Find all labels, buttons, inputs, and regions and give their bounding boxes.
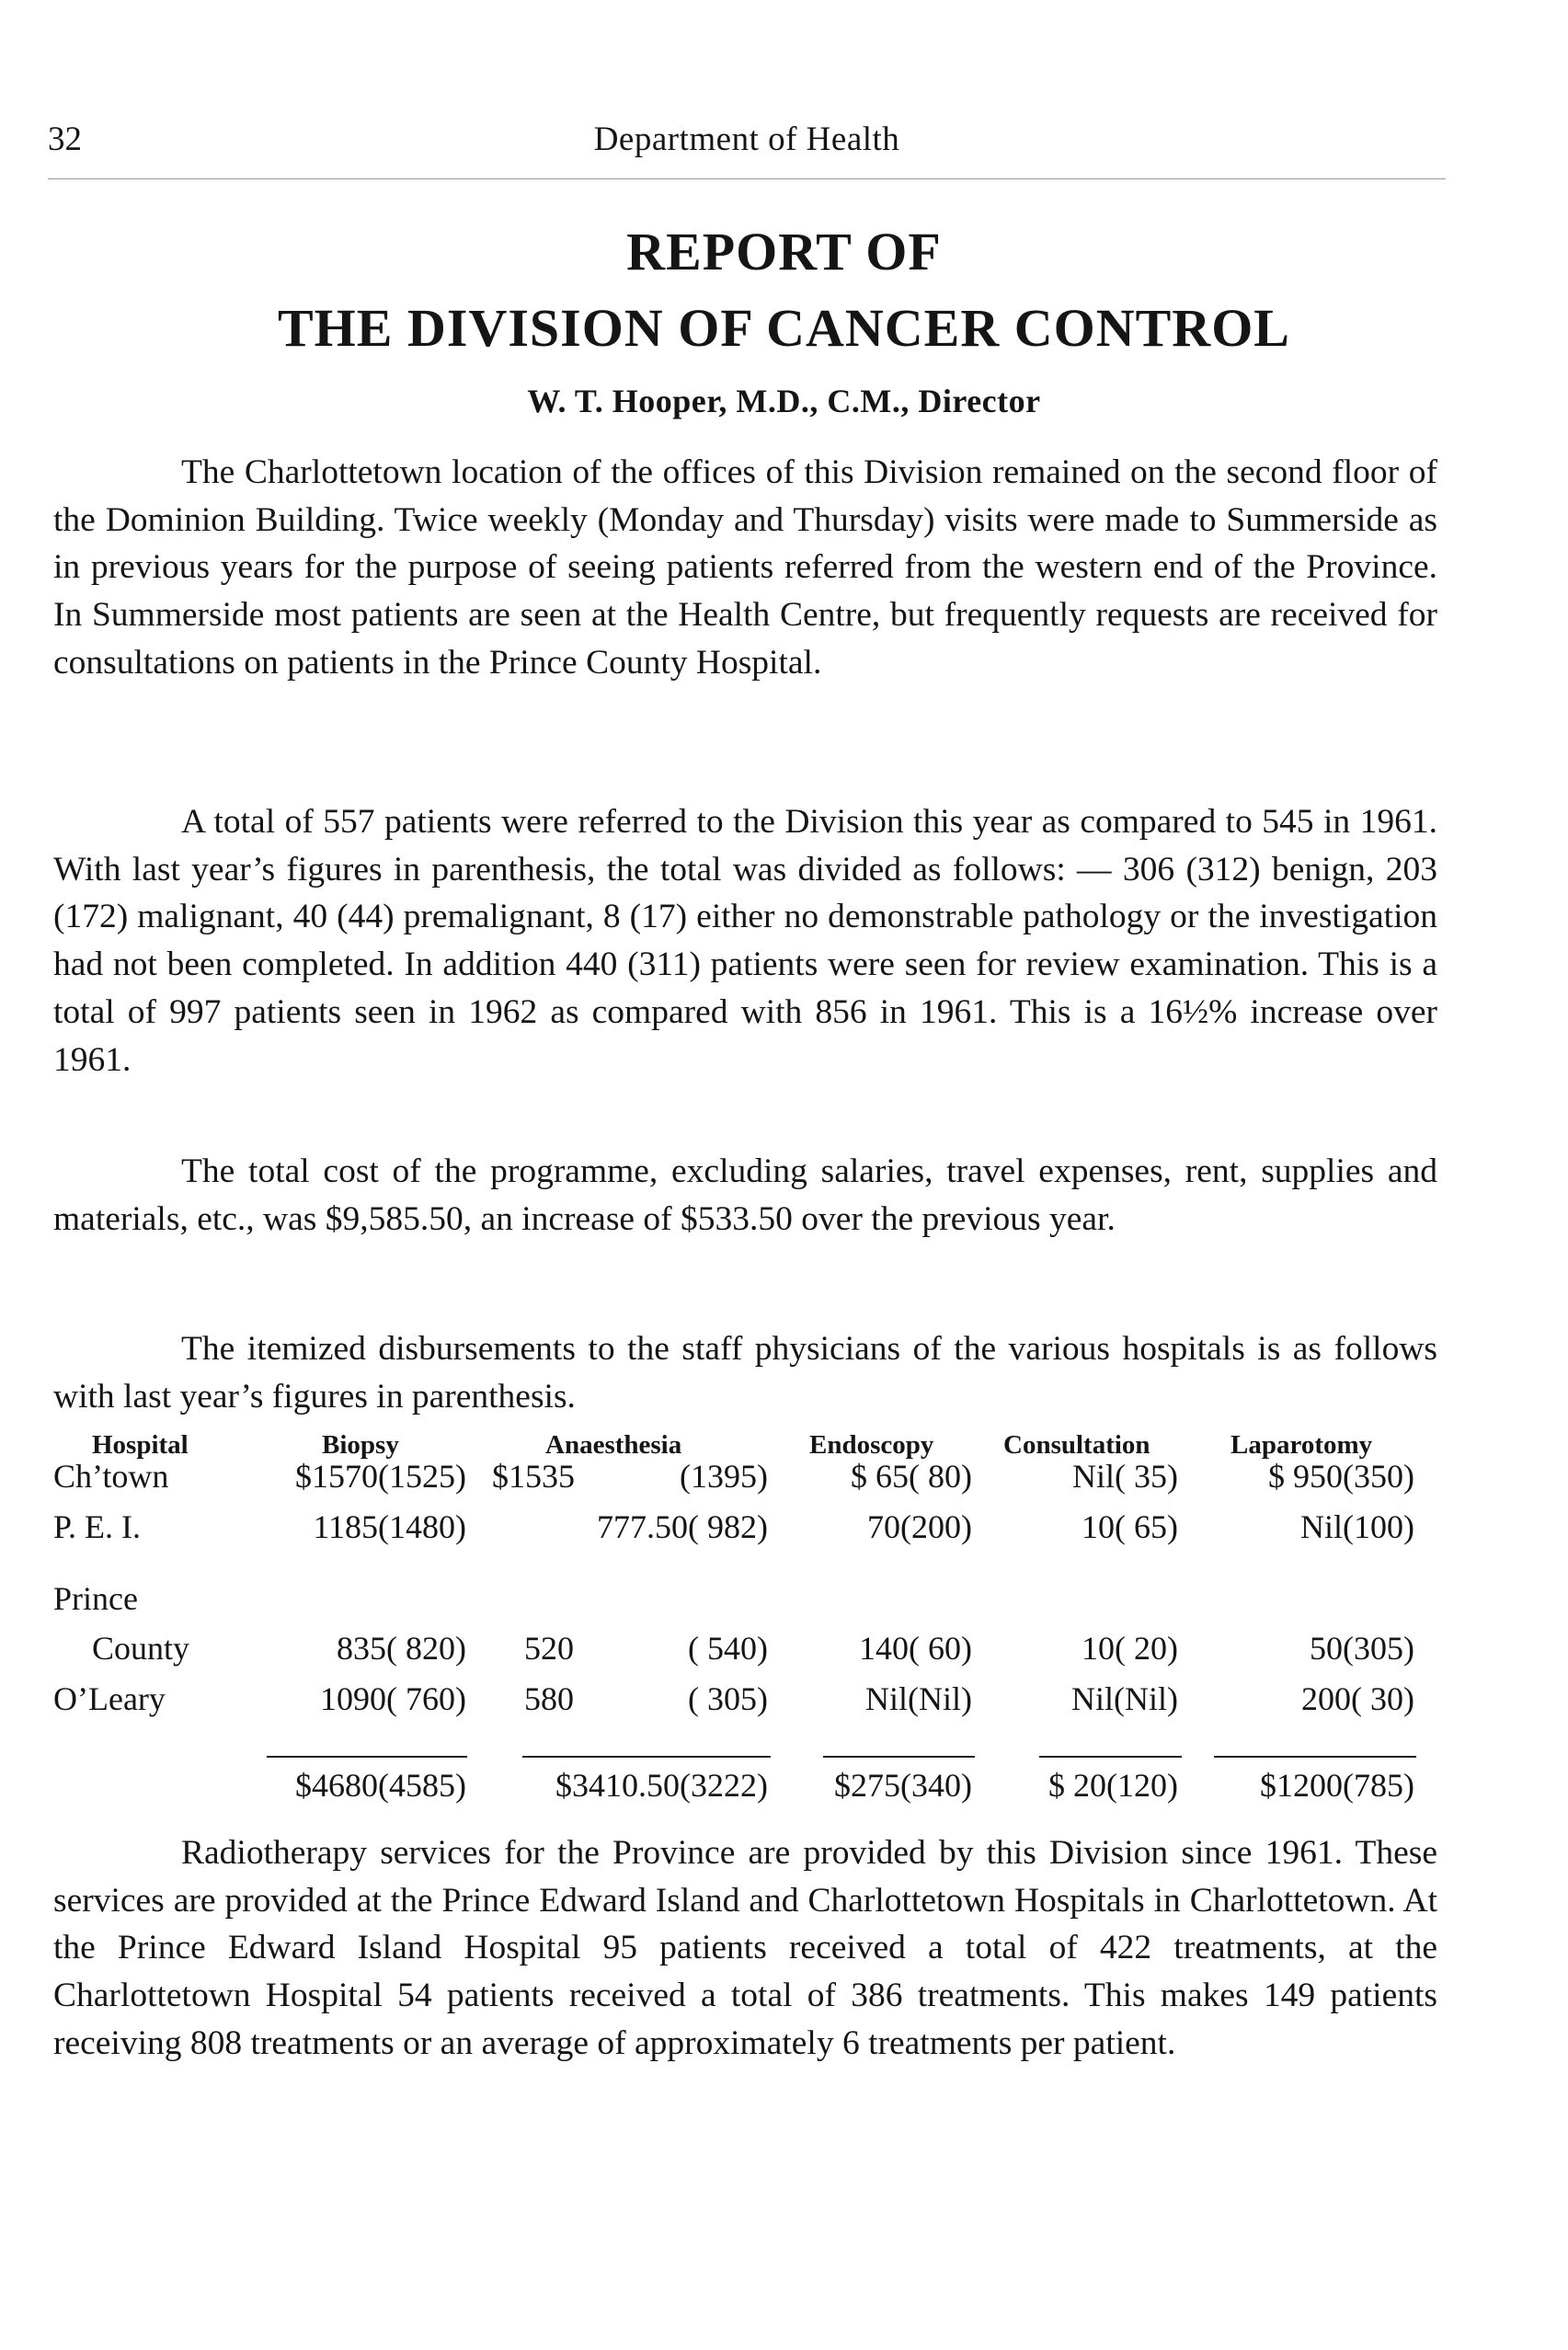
header-anaesthesia: Anaesthesia	[545, 1430, 682, 1460]
row-county-biopsy: 835( 820)	[337, 1630, 466, 1667]
header-endoscopy: Endoscopy	[809, 1430, 934, 1460]
paragraph-radiotherapy: Radiotherapy services for the Province are provided by this Division since 1961. These services are provided at the Prince Edward Island and Charlottetown Hospitals in Charlottetown. At the Prince Edward Island Hospital 95 patients received a total of 422 treatments, at the Charlottetown Hospital 54 patients received a total of 386 treatments. This makes 149 patients receiving 808 treatments or an average of approximately 6 treatments per patient.	[53, 1834, 1437, 2062]
row-oleary-laparotomy: 200( 30)	[1301, 1680, 1414, 1717]
row-chtown-anaesthesia-prev: (1395)	[680, 1458, 768, 1495]
total-rule-endoscopy	[823, 1756, 975, 1758]
total-rule-biopsy	[267, 1756, 467, 1758]
row-county-endoscopy: 140( 60)	[859, 1630, 972, 1667]
row-pei-endoscopy: 70(200)	[867, 1508, 972, 1545]
paragraph-disbursements: The itemized disbursements to the staff physicians of the various hospitals is as follows with last year’s figures in parenthesis.	[53, 1330, 1437, 1416]
row-county-hospital: County	[92, 1630, 190, 1667]
report-title-line2: THE DIVISION OF CANCER CONTROL	[278, 298, 1290, 358]
row-oleary-anaesthesia: 580	[524, 1680, 574, 1717]
total-rule-laparotomy	[1214, 1756, 1416, 1758]
header-biopsy: Biopsy	[322, 1430, 399, 1460]
total-rule-consultation	[1039, 1756, 1182, 1758]
header-hospital: Hospital	[92, 1430, 189, 1460]
paragraph-offices: The Charlottetown location of the offices of this Division remained on the second floor of the Dominion Building. Twice weekly (Monday and Thursday) visits were made to Summerside as in previous years for the purpose of seeing patients referred from the western end of the Province. In Summerside most patients are seen at the Health Centre, but frequently requests are received for consultations on patients in the Prince County Hospital.	[53, 453, 1437, 682]
row-oleary-endoscopy: Nil(Nil)	[865, 1680, 972, 1717]
total-endoscopy: $275(340)	[834, 1767, 972, 1804]
row-pei-laparotomy: Nil(100)	[1300, 1508, 1414, 1545]
total-biopsy: $4680(4585)	[295, 1767, 466, 1804]
row-pei-consultation: 10( 65)	[1082, 1508, 1178, 1545]
header-rule	[48, 178, 1446, 179]
row-county-consultation: 10( 20)	[1082, 1630, 1178, 1667]
row-chtown-anaesthesia: $1535	[492, 1458, 575, 1495]
row-county-anaesthesia: 520	[524, 1630, 574, 1667]
row-oleary-hospital: O’Leary	[53, 1680, 166, 1717]
row-oleary-anaesthesia-prev: ( 305)	[688, 1680, 768, 1717]
row-county-laparotomy: 50(305)	[1310, 1630, 1414, 1667]
paragraph-referrals: A total of 557 patients were referred to the Division this year as compared to 545 in 1961. With last year’s figures in parenthesis, the total was divided as follows: — 306 (312) benign, 203 (172) malignant, 40 (44) premalignant, 8 (17) either no demonstrable pathology or the investigation had not been completed. In addition 440 (311) patients were seen for review examination. This is a total of 997 patients seen in 1962 as compared with 856 in 1961. This is a 16½% increase over 1961.	[53, 803, 1437, 1079]
report-title-line1: REPORT OF	[626, 222, 942, 281]
row-chtown-biopsy: $1570(1525)	[295, 1458, 466, 1495]
row-pei-anaesthesia: 777.50( 982)	[597, 1508, 768, 1545]
total-consultation: $ 20(120)	[1048, 1767, 1178, 1804]
row-pei-biopsy: 1185(1480)	[313, 1508, 466, 1545]
row-prince-hospital: Prince	[53, 1580, 138, 1617]
row-chtown-hospital: Ch’town	[53, 1458, 169, 1495]
total-rule-anaesthesia	[522, 1756, 771, 1758]
row-chtown-endoscopy: $ 65( 80)	[851, 1458, 972, 1495]
page-header	[48, 120, 1446, 166]
page-number: 32	[48, 120, 82, 158]
total-anaesthesia: $3410.50(3222)	[555, 1767, 768, 1804]
header-laparotomy: Laparotomy	[1230, 1430, 1373, 1460]
header-consultation: Consultation	[1003, 1430, 1150, 1460]
paragraph-cost: The total cost of the programme, excluding salaries, travel expenses, rent, supplies and materials, etc., was $9,585.50, an increase of $533.50 over the previous year.	[53, 1152, 1437, 1238]
report-byline: W. T. Hooper, M.D., C.M., Director	[527, 383, 1041, 419]
row-oleary-biopsy: 1090( 760)	[320, 1680, 466, 1717]
total-laparotomy: $1200(785)	[1260, 1767, 1414, 1804]
row-chtown-laparotomy: $ 950(350)	[1268, 1458, 1414, 1495]
row-county-anaesthesia-prev: ( 540)	[688, 1630, 768, 1667]
row-oleary-consultation: Nil(Nil)	[1071, 1680, 1178, 1717]
row-chtown-consultation: Nil( 35)	[1072, 1458, 1178, 1495]
row-pei-hospital: P. E. I.	[53, 1508, 142, 1545]
running-title: Department of Health	[593, 120, 900, 158]
